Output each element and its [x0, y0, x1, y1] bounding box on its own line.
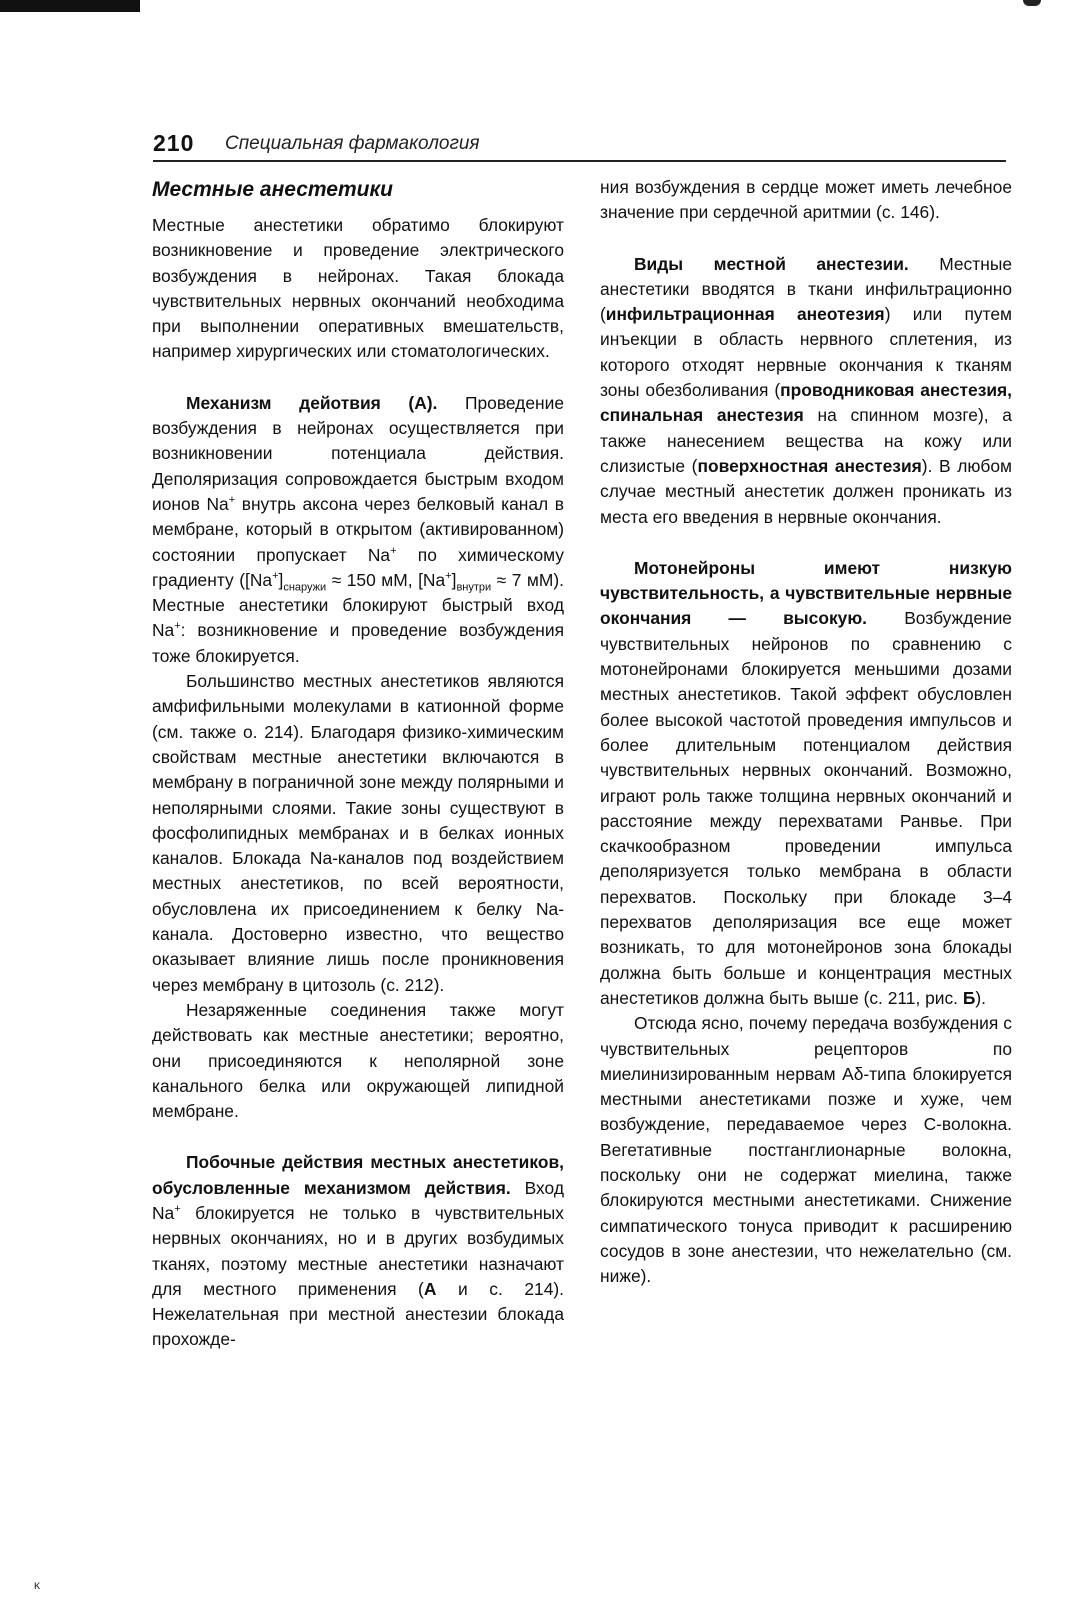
scan-border-top: [0, 0, 140, 12]
page-number: 210: [153, 130, 195, 156]
running-head: [153, 130, 1006, 162]
final-text: Отсюда ясно, почему передача возбуждения с чувствительных рецепторов по миелинизированным нервам Аδ-типа блокируется местными анестетиками позже и хуже, чем возбуждение, передаваемое через С-волокна. Вегетативные постганглионарные волокна, поскольку они не содержат миелина, также блокируются местными анестетиками. Снижение симпатического тонуса приводит к расширению сосудов в зоне анестезии, что нежелательно (см. ниже).: [600, 1013, 1012, 1287]
superscript-plus: +: [272, 570, 279, 583]
conduction-term: проводниковая анестезия, спинальная анестезия: [600, 380, 1013, 426]
mechanism-paragraph: [152, 391, 564, 669]
superscript-plus: +: [445, 570, 452, 583]
subscript-inside: внутри: [456, 581, 492, 594]
figure-ref-a: А: [423, 1278, 437, 1299]
side-effects-text-3: и с. 214). Нежелательная при местной анестезии блокада прохожде-: [152, 1278, 565, 1350]
side-effects-text-1: Вход Na: [152, 1177, 564, 1223]
anesthesia-types-heading: Виды местной анестезии.: [634, 253, 909, 274]
mechanism-text-8: : возникновение и проведение возбуждения тоже блокируется.: [152, 620, 564, 666]
mechanism-text-4: ]: [278, 569, 284, 590]
section-title: Местные анестетики: [152, 178, 393, 201]
superscript-plus: +: [174, 620, 181, 633]
superscript-plus: +: [174, 1203, 181, 1216]
mechanism-text-5: ≈ 150 мМ, [Na: [326, 569, 446, 590]
superscript-plus: +: [390, 544, 397, 557]
anesthesia-types-text-1: Местные анестетики вводятся в ткани инфильтрационно (: [600, 253, 1012, 325]
uncharged-text: Незаряженные соединения также могут действовать как местные анестетики; вероятно, они присоединяются к неполярной зоне канального белка или окружающей липидной мембране.: [152, 999, 564, 1122]
scan-artifact: [1023, 0, 1041, 6]
right-column: [600, 175, 1012, 1289]
mechanism-text-1: Проведение возбуждения в нейронах осуществляется при возникновении потенциала действия. Деполяризация сопровождается быстрым входом ионов Na: [152, 392, 564, 514]
amphiphilic-text: Большинство местных анестетиков являются амфифильными молекулами в катионной форме (см. также о. 214). Благодаря физико-химическим свойствам местные анестетики включаются в мембрану в пограничной зоне между полярными и неполярными слоями. Такие зоны существуют в фосфолипидных мембранах и в белках ионных каналов. Блокада Na-каналов под воздействием местных анестетиков, по всей вероятности, обусловлена их присоединением к белку Na-канала. Достоверно известно, что вещество оказывает влияние лишь после проникновения через мембрану в цитозоль (с. 212).: [152, 671, 564, 995]
intro-text: Местные анестетики обратимо блокируют возникновение и проведение электрического возбуждения в нейронах. Такая блокада чувствительных нервных окончаний необходима при выполнении оперативных вмешательств, например хирургических или стоматологических.: [152, 215, 564, 362]
mechanism-heading: Механизм дейотвия (А).: [186, 392, 438, 413]
figure-ref-b: Б: [962, 987, 976, 1008]
motoneuron-heading: Мотонейроны имеют низкую чувствительность, а чувствительные нервные окончания — высокую.: [600, 557, 1012, 629]
anesthesia-types-text-4: ). В любом случае местный анестетик должен проникать из места его введения в нервные окончания.: [600, 455, 1013, 527]
mechanism-text-2: внутрь аксона через белковый канал в мембране, который в открытом (активированном) состоянии пропускает Na: [152, 493, 564, 565]
mechanism-text-7: ≈ 7 мМ). Местные анестетики блокируют быстрый вход Na: [152, 569, 564, 641]
anesthesia-types-text-2: ) или путем инъекции в область нервного сплетения, из которого отходят нервные окончания к тканям зоны обезболивания (: [600, 304, 1012, 401]
anesthesia-types-paragraph: [600, 252, 1012, 530]
amphiphilic-paragraph: [152, 669, 564, 998]
infiltration-term: инфильтрационная анеотезия: [605, 304, 885, 325]
side-effects-text-2: блокируется не только в чувствительных нервных окончаниях, но и в других возбудимых тканях, поэтому местные анестетики назначают для местного применения (: [152, 1202, 564, 1299]
mechanism-text-6: ]: [451, 569, 457, 590]
continuation-text: ния возбуждения в сердце может иметь лечебное значение при сердечной аритмии (с. 146).: [600, 177, 1012, 223]
continuation-paragraph: [600, 175, 1012, 226]
surface-term: поверхностная анестезия: [697, 455, 922, 476]
final-paragraph: [600, 1011, 1012, 1289]
anesthesia-types-text-3: на спинном мозге), а также нанесением вещества на кожу или слизистые (: [600, 405, 1012, 476]
motoneuron-text-2: ).: [975, 987, 986, 1008]
corner-mark: ĸ: [34, 1578, 40, 1592]
motoneuron-paragraph: [600, 556, 1012, 1011]
superscript-plus: +: [228, 494, 236, 507]
side-effects-paragraph: [152, 1150, 564, 1352]
mechanism-text-3: по химическому градиенту ([Na: [152, 544, 564, 590]
subscript-outside: снаружи: [283, 581, 327, 594]
left-column: [152, 175, 564, 1353]
motoneuron-text-1: Возбуждение чувствительных нейронов по сравнению с мотонейронами блокируется меньшими дозами местных анестетиков. Такой эффект обусловлен более высокой частотой проведения импульсов и более длительным потенциалом действия чувствительных нервных окончаний. Возможно, играют роль также толщина нервных окончаний и расстояние между перехватами Ранвье. При скачкообразном проведении импульса деполяризуется только мембрана в области перехватов. Поскольку при блокаде 3–4 перехватов деполяризация все еще может возникать, то для мотонейронов зона блокады должна быть больше и концентрация местных анестетиков должна быть выше (с. 211, рис.: [600, 608, 1012, 1008]
running-title: Специальная фармакология: [225, 133, 480, 154]
side-effects-heading: Побочные действия местных анестетиков, обусловленные механизмом действия.: [152, 1152, 564, 1198]
uncharged-paragraph: [152, 998, 564, 1124]
intro-paragraph: [152, 213, 564, 365]
